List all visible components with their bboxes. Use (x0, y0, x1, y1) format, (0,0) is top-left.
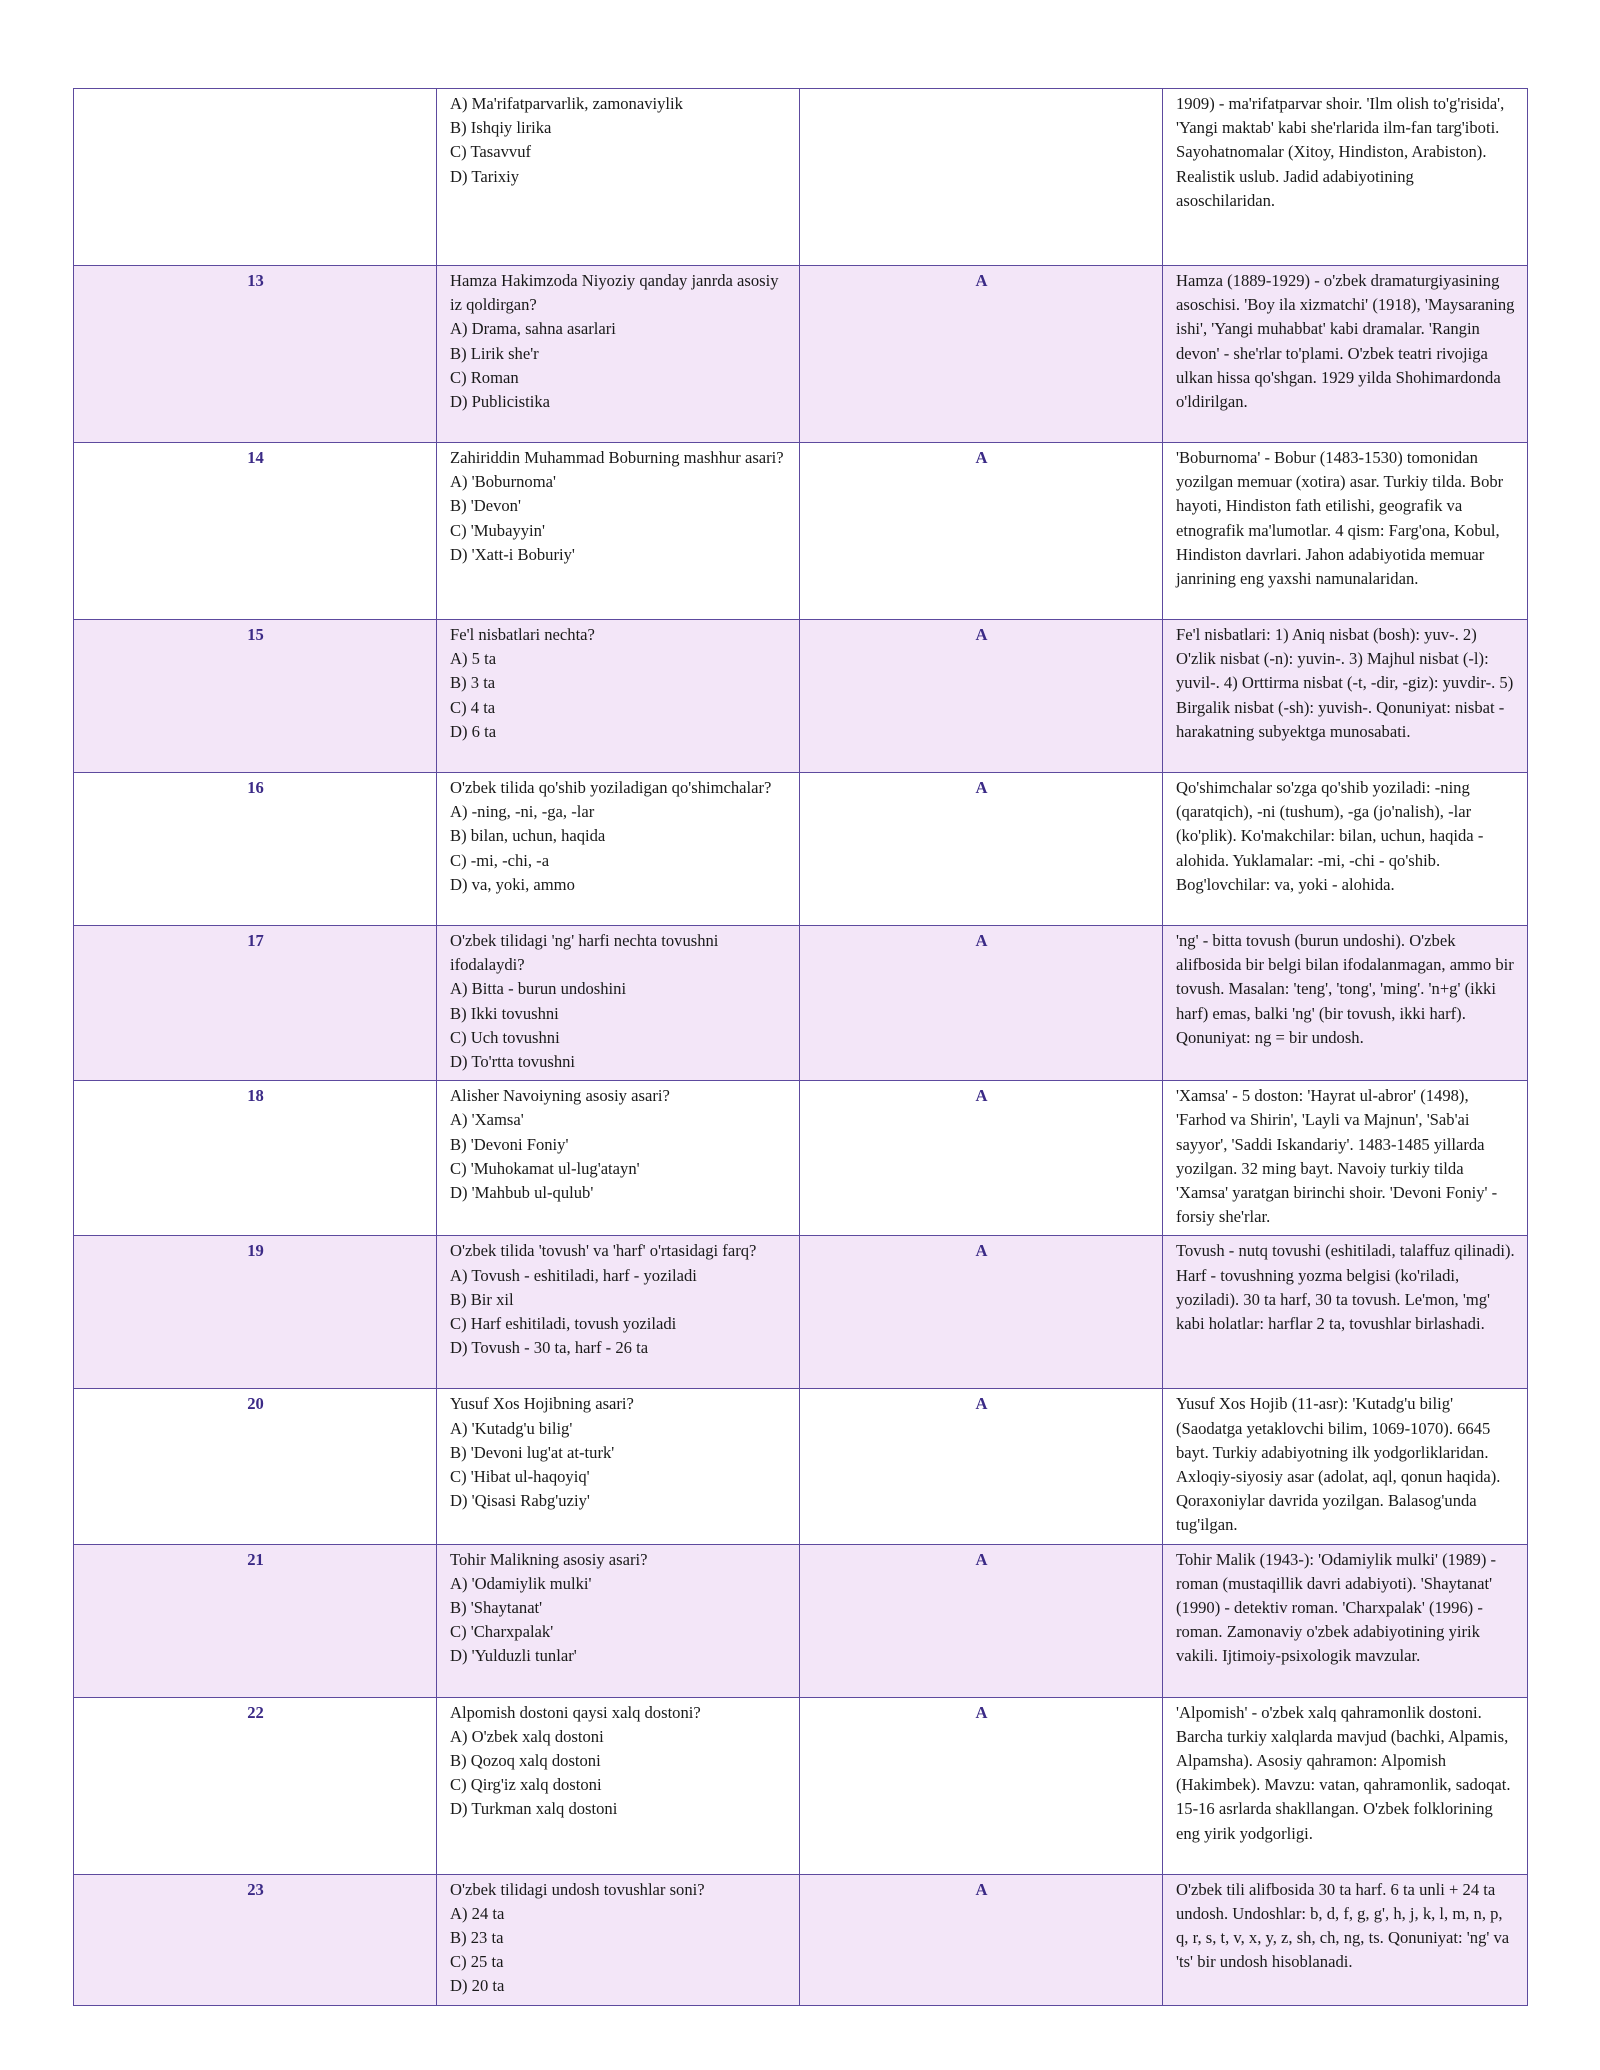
option-b: B) Lirik she'r (450, 343, 539, 363)
explanation-cell (1163, 89, 1528, 266)
question-text: Alpomish dostoni qaysi xalq dostoni? (450, 1702, 701, 1722)
option-a: A) Tovush - eshitiladi, harf - yoziladi (450, 1265, 697, 1285)
table-row (74, 266, 1528, 443)
option-b: B) Bir xil (450, 1289, 514, 1309)
table-row (74, 1874, 1528, 2005)
table-row (74, 443, 1528, 620)
question-cell (437, 1544, 800, 1697)
option-d: D) va, yoki, ammo (450, 874, 575, 894)
question-text: O'zbek tilidagi undosh tovushlar soni? (450, 1879, 705, 1899)
question-number: 13 (74, 266, 437, 443)
option-b: B) 3 ta (450, 673, 496, 693)
explanation-text: 'Boburnoma' - Bobur (1483-1530) tomonidan yozilgan memuar (xotira) asar. Turkiy tilda. Bobr hayoti, Hindiston fath etilishi, geografik va etnografik ma'lumotlar. 4 qism: Farg'ona, Kobul, Hindiston davrlari. Jahon adabiyotida memuar janrining eng yaxshi namunalaridan. (1176, 448, 1504, 589)
answer-cell: A (800, 620, 1163, 773)
option-d: D) Tovush - 30 ta, harf - 26 ta (450, 1338, 649, 1358)
option-c: C) Qirg'iz xalq dostoni (450, 1775, 602, 1795)
explanation-cell (1163, 773, 1528, 926)
option-b: B) 23 ta (450, 1928, 504, 1948)
option-d: D) Publicistika (450, 392, 551, 412)
explanation-text: 1909) - ma'rifatparvar shoir. 'Ilm olish to'g'risida', 'Yangi maktab' kabi she'rlarida ilm-fan targ'iboti. Sayohatnomalar (Xitoy, Hindiston, Arabiston). Realistik uslub. Jadid adabiyotining asoschilaridan. (1176, 94, 1505, 210)
option-a: A) Ma'rifatparvarlik, zamonaviylik (450, 94, 683, 113)
question-number: 18 (74, 1081, 437, 1236)
option-c: C) -mi, -chi, -a (450, 850, 550, 870)
answer-cell: A (800, 1544, 1163, 1697)
explanation-cell (1163, 1389, 1528, 1544)
explanation-text: Tohir Malik (1943-): 'Odamiylik mulki' (1989) - roman (mustaqillik davri adabiyoti). 'Shaytanat' (1990) - detektiv roman. 'Charxpalak' (1996) - roman. Zamonaviy o'zbek adabiyotining yirik vakili. Ijtimoiy-psixologik mavzular. (1176, 1549, 1497, 1666)
question-number: 16 (74, 773, 437, 926)
question-number: 19 (74, 1236, 437, 1389)
question-cell (437, 773, 800, 926)
option-b: B) 'Devoni Foniy' (450, 1134, 569, 1154)
explanation-text: 'Xamsa' - 5 doston: 'Hayrat ul-abror' (1498), 'Farhod va Shirin', 'Layli va Majnun', 'Sab'ai sayyor', 'Saddi Iskandariy'. 1483-1485 yillarda yozilgan. 32 ming bayt. Navoiy turkiy tilda 'Xamsa' yaratgan birinchi shoir. 'Devoni Foniy' - forsiy she'rlar. (1176, 1086, 1498, 1227)
question-text: O'zbek tilida qo'shib yoziladigan qo'shimchalar? (450, 778, 772, 797)
question-number: 17 (74, 926, 437, 1081)
table-row (74, 1544, 1528, 1697)
question-number: 14 (74, 443, 437, 620)
answer-cell: A (800, 1081, 1163, 1236)
option-c: C) Tasavvuf (450, 142, 532, 162)
option-b: B) Ikki tovushni (450, 1003, 559, 1023)
explanation-cell (1163, 1236, 1528, 1389)
option-b: B) bilan, uchun, haqida (450, 826, 606, 846)
option-d: D) 6 ta (450, 721, 497, 741)
explanation-text: Hamza (1889-1929) - o'zbek dramaturgiyasining asoschisi. 'Boy ila xizmatchi' (1918), 'Maysaraning ishi', 'Yangi muhabbat' kabi dramalar. 'Rangin devon' - she'rlar to'plami. O'zbek teatri rivojiga ulkan hissa qo'shgan. 1929 yilda Shohimardonda o'ldirilgan. (1176, 271, 1515, 412)
option-d: D) Tarixiy (450, 166, 520, 186)
explanation-cell (1163, 1697, 1528, 1874)
option-a: A) -ning, -ni, -ga, -lar (450, 802, 595, 822)
answer-cell: A (800, 926, 1163, 1081)
question-cell (437, 1236, 800, 1389)
question-cell (437, 1081, 800, 1236)
option-d: D) 'Yulduzli tunlar' (450, 1646, 577, 1666)
table-row (74, 89, 1528, 266)
explanation-text: Tovush - nutq tovushi (eshitiladi, talaffuz qilinadi). Harf - tovushning yozma belgisi (ko'riladi, yoziladi). 30 ta harf, 30 ta tovush. Le'mon, 'mg' kabi holatlar: harflar 2 ta, tovushlar birlashadi. (1176, 1241, 1515, 1334)
answer-cell: A (800, 1236, 1163, 1389)
explanation-cell (1163, 1081, 1528, 1236)
option-a: A) O'zbek xalq dostoni (450, 1726, 604, 1746)
option-c: C) 'Muhokamat ul-lug'atayn' (450, 1158, 640, 1178)
option-a: A) 'Boburnoma' (450, 472, 556, 492)
option-d: D) 'Xatt-i Boburiy' (450, 544, 575, 564)
option-c: C) 'Mubayyin' (450, 520, 545, 540)
answer-cell: A (800, 443, 1163, 620)
question-cell (437, 1697, 800, 1874)
option-d: D) Turkman xalq dostoni (450, 1799, 618, 1819)
question-text: Tohir Malikning asosiy asari? (450, 1549, 648, 1569)
table-row (74, 926, 1528, 1081)
question-cell (437, 1874, 800, 2005)
table-row (74, 773, 1528, 926)
explanation-cell (1163, 926, 1528, 1081)
explanation-text: O'zbek tili alifbosida 30 ta harf. 6 ta unli + 24 ta undosh. Undoshlar: b, d, f, g, g', h, j, k, l, m, n, p, q, r, s, t, v, x, y, z, sh, ch, ng, ts. Qonuniyat: 'ng' va 'ts' bir undosh hisoblanadi. (1176, 1879, 1510, 1972)
option-c: C) Harf eshitiladi, tovush yoziladi (450, 1314, 677, 1334)
answer-cell: A (800, 1874, 1163, 2005)
option-c: C) 'Hibat ul-haqoyiq' (450, 1467, 590, 1487)
explanation-cell (1163, 1874, 1528, 2005)
option-c: C) Uch tovushni (450, 1027, 560, 1047)
option-d: D) To'rtta tovushni (450, 1052, 576, 1072)
explanation-text: Qo'shimchalar so'zga qo'shib yoziladi: -ning (qaratqich), -ni (tushum), -ga (jo'nalish), -lar (ko'plik). Ko'makchilar: bilan, uchun, haqida - alohida. Yuklamalar: -mi, -chi - qo'shib. Bog'lovchilar: va, yoki - alohida. (1176, 778, 1484, 894)
option-a: A) 'Kutadg'u bilig' (450, 1418, 573, 1438)
question-text: Fe'l nisbatlari nechta? (450, 625, 595, 644)
quiz-table-body (74, 89, 1528, 2006)
question-cell (437, 443, 800, 620)
option-b: B) Ishqiy lirika (450, 118, 552, 138)
option-d: D) 20 ta (450, 1976, 505, 1996)
explanation-cell (1163, 620, 1528, 773)
question-text: Alisher Navoiyning asosiy asari? (450, 1086, 670, 1106)
option-a: A) 5 ta (450, 649, 497, 669)
question-number: 20 (74, 1389, 437, 1544)
table-row (74, 1236, 1528, 1389)
table-row (74, 1389, 1528, 1544)
question-text: O'zbek tilidagi 'ng' harfi nechta tovushni ifodalaydi? (450, 931, 719, 975)
option-d: D) 'Mahbub ul-qulub' (450, 1183, 594, 1203)
option-d: D) 'Qisasi Rabg'uziy' (450, 1491, 590, 1511)
option-b: B) Qozoq xalq dostoni (450, 1751, 601, 1771)
option-a: A) 'Xamsa' (450, 1110, 524, 1130)
option-a: A) Bitta - burun undoshini (450, 979, 627, 999)
answer-cell: A (800, 266, 1163, 443)
option-a: A) 24 ta (450, 1903, 505, 1923)
question-number (74, 89, 437, 266)
answer-cell (800, 89, 1163, 266)
option-b: B) 'Shaytanat' (450, 1598, 543, 1618)
option-c: C) 4 ta (450, 697, 496, 717)
option-b: B) 'Devon' (450, 496, 521, 516)
explanation-cell (1163, 443, 1528, 620)
quiz-page (73, 88, 1527, 2006)
question-number: 23 (74, 1874, 437, 2005)
answer-cell: A (800, 1697, 1163, 1874)
question-cell (437, 266, 800, 443)
question-text: O'zbek tilida 'tovush' va 'harf' o'rtasidagi farq? (450, 1241, 757, 1261)
option-c: C) 'Charxpalak' (450, 1622, 554, 1642)
option-a: A) 'Odamiylik mulki' (450, 1573, 592, 1593)
table-row (74, 1081, 1528, 1236)
table-row (74, 620, 1528, 773)
question-number: 21 (74, 1544, 437, 1697)
option-c: C) Roman (450, 367, 519, 387)
question-cell (437, 1389, 800, 1544)
question-text: Zahiriddin Muhammad Boburning mashhur asari? (450, 448, 784, 467)
question-cell (437, 620, 800, 773)
explanation-text: Fe'l nisbatlari: 1) Aniq nisbat (bosh): yuv-. 2) O'zlik nisbat (-n): yuvin-. 3) Majhul nisbat (-l): yuvil-. 4) Orttirma nisbat (-t, -dir, -giz): yuvdir-. 5) Birgalik nisbat (-sh): yuvish-. Qonuniyat: nisbat - harakatning subyektga munosabati. (1176, 625, 1514, 741)
question-cell (437, 89, 800, 266)
question-number: 15 (74, 620, 437, 773)
answer-cell: A (800, 1389, 1163, 1544)
question-cell (437, 926, 800, 1081)
question-text: Yusuf Xos Hojibning asari? (450, 1394, 634, 1414)
option-a: A) Drama, sahna asarlari (450, 319, 616, 339)
explanation-text: 'ng' - bitta tovush (burun undoshi). O'zbek alifbosida bir belgi bilan ifodalanmagan, ammo bir tovush. Masalan: 'teng', 'tong', 'ming'. 'n+g' (ikki harf) emas, balki 'ng' (bir tovush, ikki harf). Qonuniyat: ng = bir undosh. (1176, 931, 1514, 1047)
explanation-text: 'Alpomish' - o'zbek xalq qahramonlik dostoni. Barcha turkiy xalqlarda mavjud (bachki, Alpamis, Alpamsha). Asosiy qahramon: Alpomish (Hakimbek). Mavzu: vatan, qahramonlik, sadoqat. 15-16 asrlarda shakllangan. O'zbek folklorining eng yirik yodgorligi. (1176, 1702, 1511, 1843)
question-text: Hamza Hakimzoda Niyoziy qanday janrda asosiy iz qoldirgan? (450, 271, 779, 315)
question-number: 22 (74, 1697, 437, 1874)
answer-cell: A (800, 773, 1163, 926)
explanation-cell (1163, 266, 1528, 443)
option-b: B) 'Devoni lug'at at-turk' (450, 1442, 615, 1462)
quiz-table (73, 88, 1528, 2006)
explanation-cell (1163, 1544, 1528, 1697)
table-row (74, 1697, 1528, 1874)
explanation-text: Yusuf Xos Hojib (11-asr): 'Kutadg'u bilig' (Saodatga yetaklovchi bilim, 1069-1070). 6645 bayt. Turkiy adabiyotning ilk yodgorliklaridan. Axloqiy-siyosiy asar (adolat, aql, qonun haqida). Qoraxoniylar davrida yozilgan. Balasog'unda tug'ilgan. (1176, 1394, 1501, 1535)
option-c: C) 25 ta (450, 1952, 504, 1972)
